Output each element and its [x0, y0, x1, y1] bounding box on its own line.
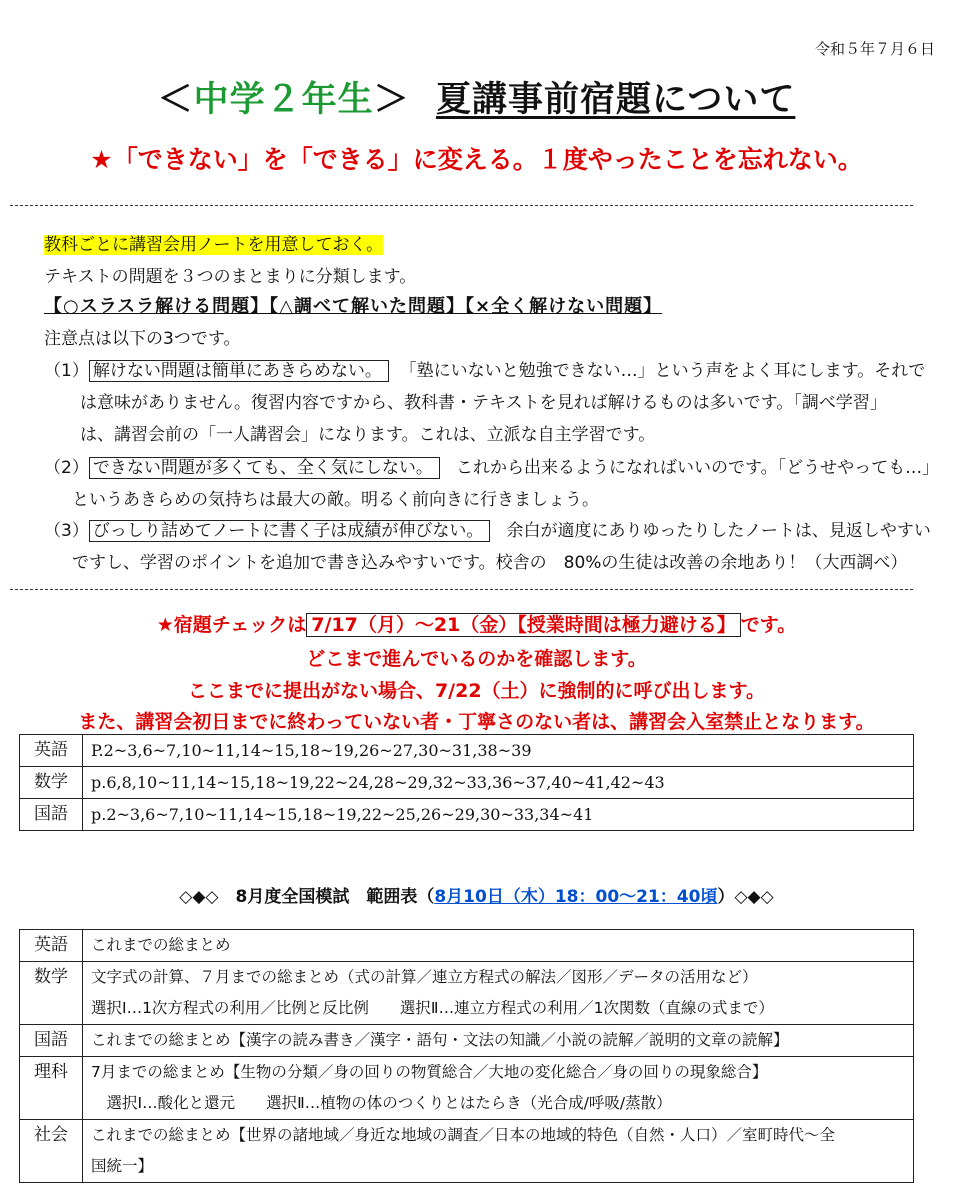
range-subject: 社会 [20, 1120, 83, 1183]
range-line: 選択Ⅰ…1次方程式の利用／比例と反比例 選択Ⅱ…連立方程式の利用／1次関数（直線の式まで） [91, 999, 774, 1017]
range-line: これまでの総まとめ【世界の諸地域／身近な地域の調査／日本の地域的特色（自然・人口）／室町時代～全 [91, 1126, 836, 1144]
page-subtitle: ★「できない」を「できる」に変える。１度やったことを忘れない。 [90, 145, 863, 174]
range-line: 国統一】 [91, 1157, 154, 1175]
page-title [0, 72, 953, 122]
homework-pages: p.6,8,10~11,14~15,18~19,22~24,28~29,32~33,36~37,40~41,42~43 [83, 767, 914, 799]
range-subject: 国語 [20, 1025, 83, 1057]
range-row [20, 930, 914, 962]
homework-table [19, 734, 914, 831]
range-subject: 数学 [20, 962, 83, 1025]
point-1-line3: は、講習会前の「一人講習会」になります。これは、立派な自主学習です。 [80, 425, 656, 445]
mock-exam-heading [0, 882, 953, 907]
range-content [83, 1120, 914, 1183]
mock-prefix: ◇◆◇ 8月度全国模試 範囲表（ [179, 887, 435, 907]
range-row [20, 1057, 914, 1120]
mock-suffix: ）◇◆◇ [717, 887, 774, 907]
range-content [83, 930, 914, 962]
homework-subject: 英語 [20, 735, 83, 767]
range-line: これまでの総まとめ【漢字の読み書き／漢字・語句・文法の知識／小説の読解／説明的文章の読解】 [91, 1031, 789, 1049]
title-open-bracket: ＜ [157, 80, 194, 120]
homework-pages: P.2~3,6~7,10~11,14~15,18~19,26~27,30~31,38~39 [83, 735, 914, 767]
mock-date-link[interactable]: 8月10日（木）18：00～21：40頃 [434, 887, 718, 907]
title-main: 夏講事前宿題について [436, 80, 796, 120]
point-3-line2: ですし、学習のポイントを追加で書き込みやすいです。校舎の 80%の生徒は改善の余地あり！（大西調べ） [72, 553, 908, 573]
point-2-text1: これから出来るようになればいいのです。「どうせやっても…」 [456, 458, 940, 478]
range-row [20, 1025, 914, 1057]
point-1-text1: 「塾にいないと勉強できない…」という声をよく耳にします。それで [399, 361, 926, 381]
intro-note [44, 230, 383, 255]
check-suffix: です。 [740, 614, 797, 636]
highlighted-note: 教科ごとに講習会用ノートを用意しておく。 [44, 235, 384, 255]
range-content [83, 1025, 914, 1057]
point-1-number: （1） [44, 361, 89, 381]
check-line2: どこまで進んでいるのかを確認します。 [306, 648, 647, 670]
range-line: 文字式の計算、７月までの総まとめ（式の計算／連立方程式の解法／図形／データの活用など） [91, 968, 758, 986]
range-row [20, 1120, 914, 1183]
point-3-boxed: びっしり詰めてノートに書く子は成績が伸びない。 [89, 520, 491, 542]
range-subject: 理科 [20, 1057, 83, 1120]
check-prefix: ★宿題チェックは [156, 614, 307, 636]
intro-categories: 【○スラスラ解ける問題】【△調べて解いた問題】【×全く解けない問題】 [44, 296, 663, 317]
point-1-line2: は意味がありません。復習内容ですから、教科書・テキストを見れば解けるものは多いです。「調べ学習」 [80, 393, 887, 413]
range-row [20, 962, 914, 1025]
point-2-line1 [44, 453, 939, 478]
homework-subject: 数学 [20, 767, 83, 799]
point-3-line1 [44, 516, 931, 541]
intro-classify: テキストの問題を３つのまとまりに分類します。 [44, 267, 417, 287]
homework-pages: p.2~3,6~7,10~11,14~15,18~19,22~25,26~29,30~33,34~41 [83, 799, 914, 831]
check-line3: ここまでに提出がない場合、7/22（土）に強制的に呼び出します。 [187, 680, 766, 702]
divider-middle [10, 589, 913, 590]
title-close-bracket: ＞ [373, 80, 410, 120]
divider-top [10, 205, 913, 206]
check-period-boxed: 7/17（月）～21（金）【授業時間は極力避ける】 [306, 613, 741, 637]
range-content [83, 1057, 914, 1120]
range-line: 選択Ⅰ…酸化と還元 選択Ⅱ…植物の体のつくりとはたらき（光合成/呼吸/蒸散） [91, 1094, 672, 1112]
range-subject: 英語 [20, 930, 83, 962]
point-2-line2: というあきらめの気持ちは最大の敵。明るく前向きに行きましょう。 [72, 490, 599, 510]
point-3-text1: 余白が適度にありゆったりしたノートは、見返しやすい [506, 521, 931, 541]
point-1-boxed: 解けない問題は簡単にあきらめない。 [89, 360, 389, 382]
point-3-number: （3） [44, 521, 89, 541]
range-table [19, 929, 914, 1183]
point-2-number: （2） [44, 458, 89, 478]
intro-caution: 注意点は以下の3つです。 [44, 329, 241, 349]
check-period [0, 610, 953, 637]
range-content [83, 962, 914, 1025]
homework-row [20, 799, 914, 831]
homework-row [20, 735, 914, 767]
range-line: 7月までの総まとめ【生物の分類／身の回りの物質総合／大地の変化総合／身の回りの現象総合】 [91, 1063, 768, 1081]
document-date: 令和５年７月６日 [814, 40, 935, 58]
check-line4: また、講習会初日までに終わっていない者・丁寧さのない者は、講習会入室禁止となります。 [78, 711, 875, 733]
point-1-line1 [44, 356, 925, 381]
title-grade: 中学２年生 [193, 80, 374, 120]
range-line: これまでの総まとめ [91, 936, 231, 954]
homework-row [20, 767, 914, 799]
point-2-boxed: できない問題が多くても、全く気にしない。 [89, 457, 440, 479]
homework-subject: 国語 [20, 799, 83, 831]
